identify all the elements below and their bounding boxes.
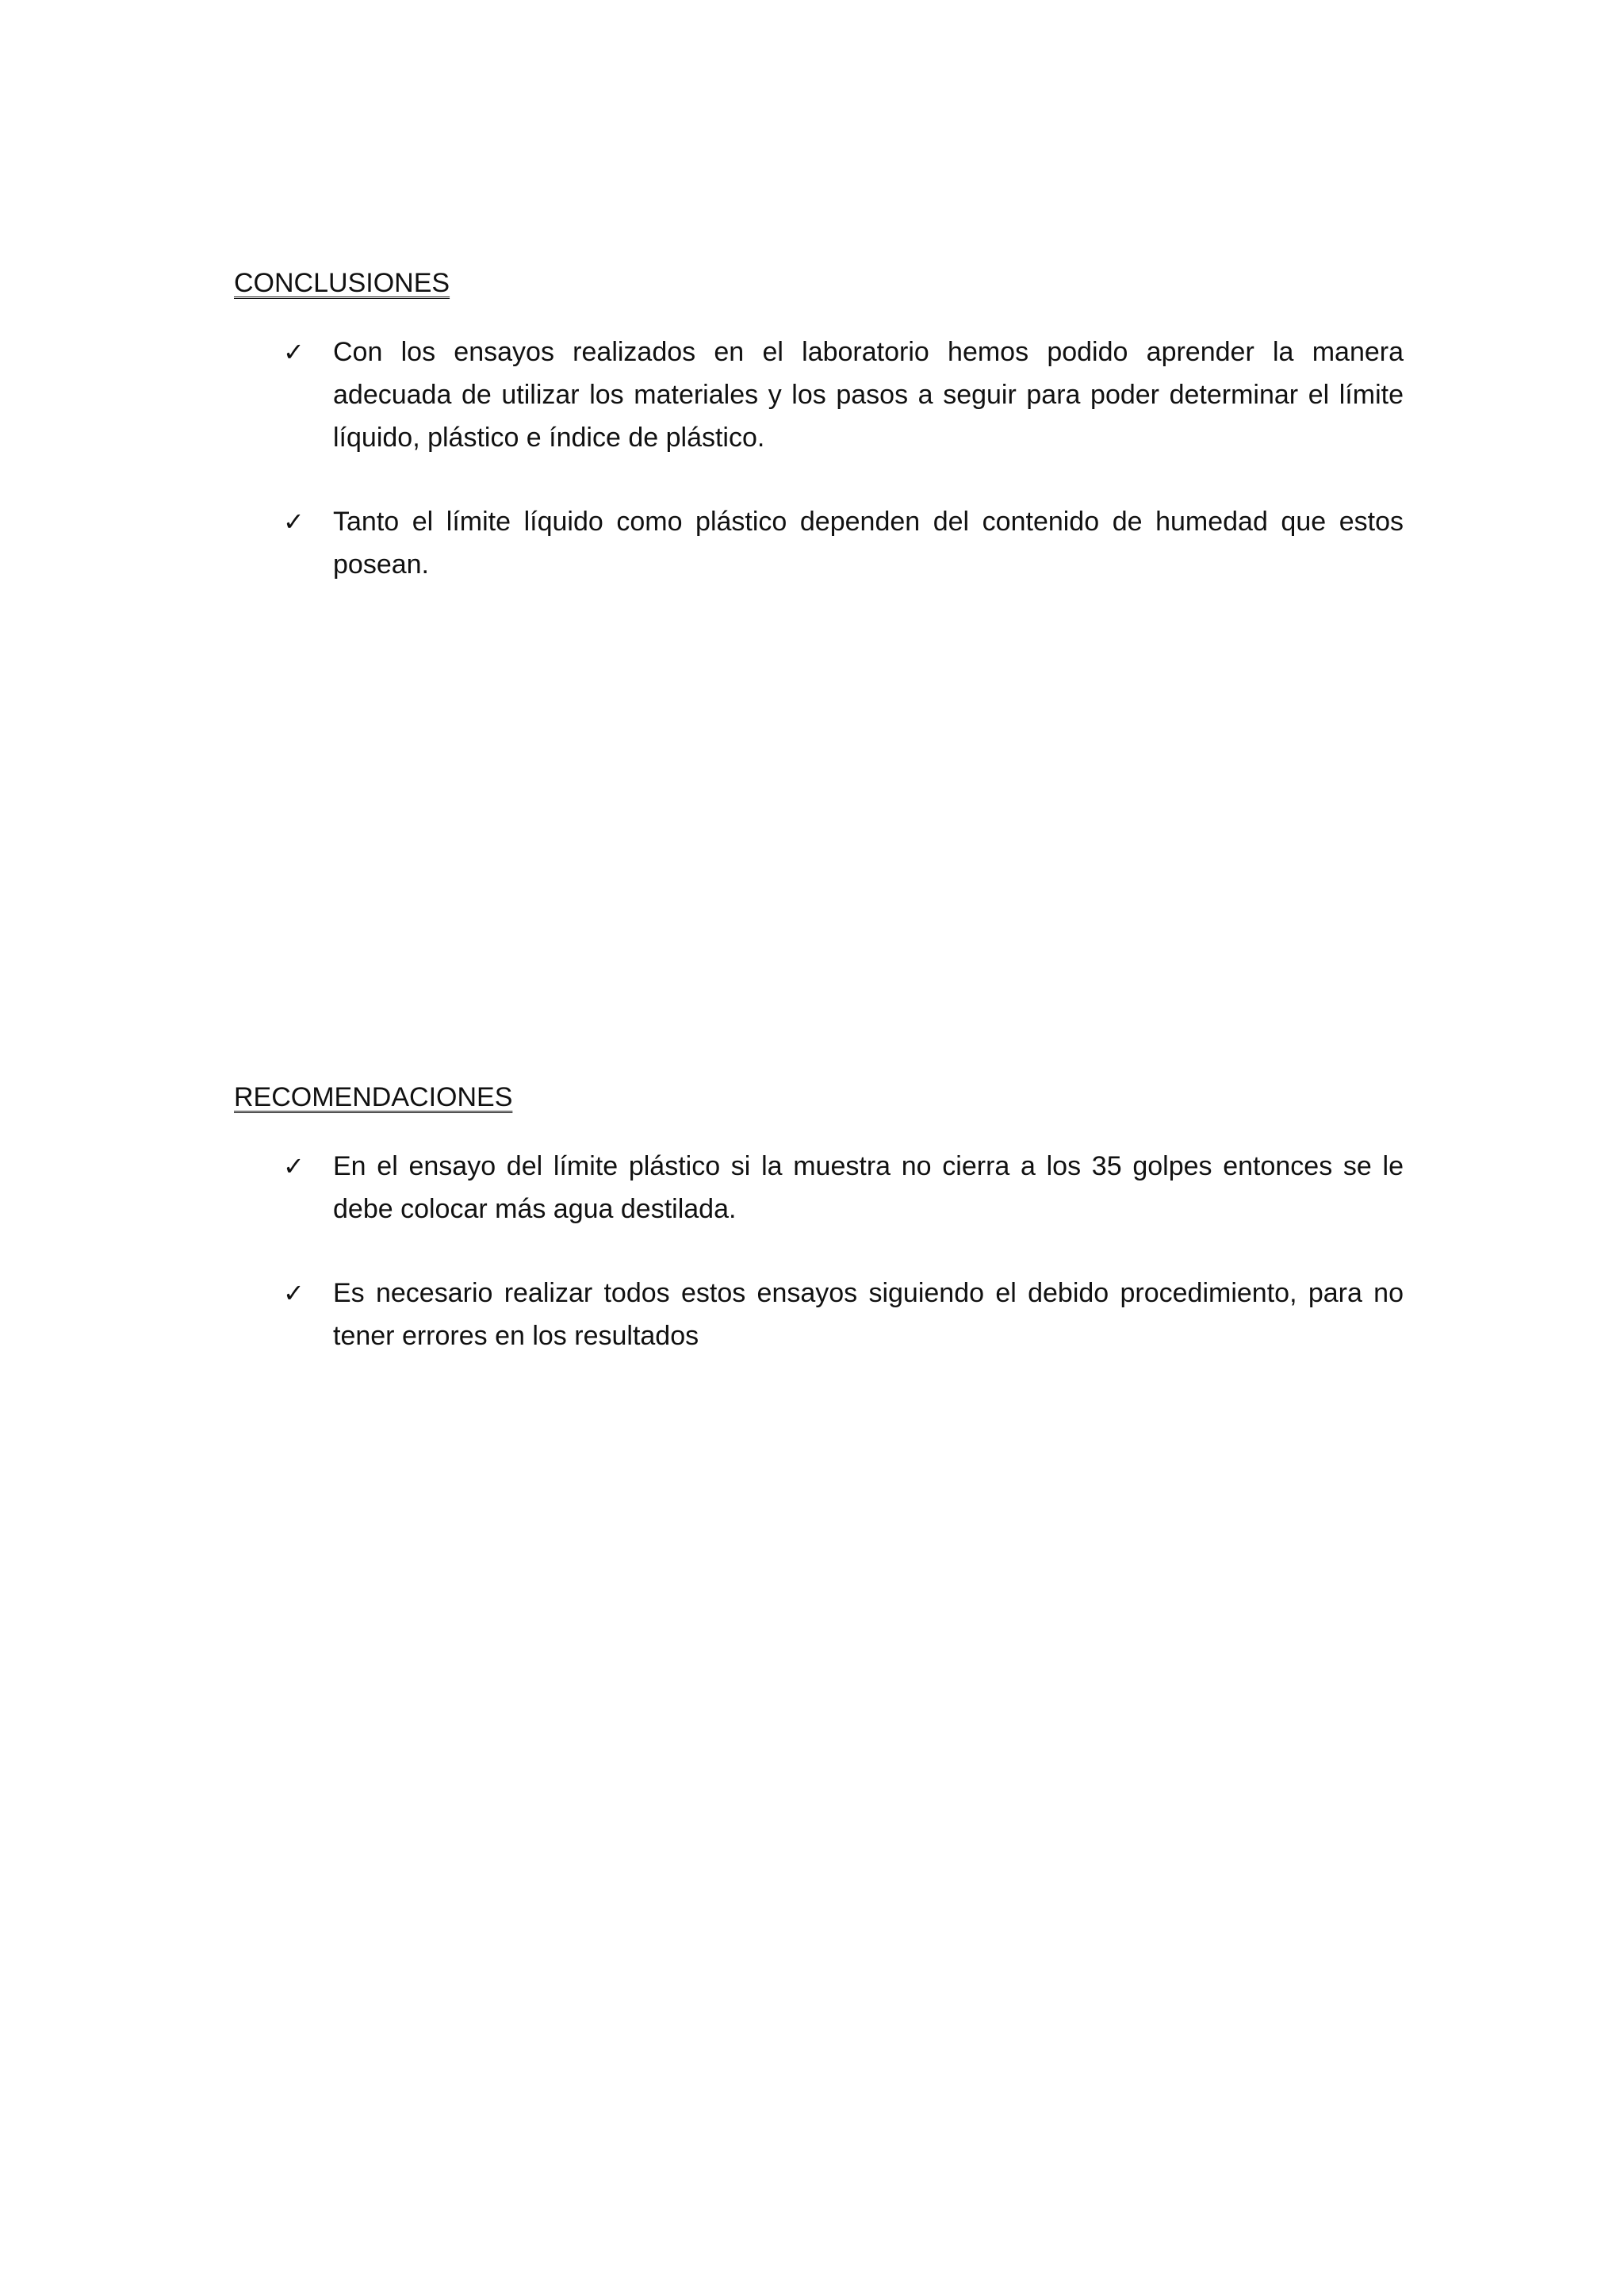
- list-item: [234, 1145, 1404, 1230]
- recomendaciones-heading: RECOMENDACIONES: [234, 1082, 513, 1112]
- list-item-text: Tanto el límite líquido como plástico dependen del contenido de humedad que estos posean.: [333, 507, 1404, 580]
- list-item-text: En el ensayo del límite plástico si la muestra no cierra a los 35 golpes entonces se le debe colocar más agua destilada.: [333, 1151, 1404, 1224]
- list-item-text: Es necesario realizar todos estos ensayos siguiendo el debido procedimiento, para no tener errores en los resultados: [333, 1278, 1404, 1351]
- recomendaciones-list: [234, 1145, 1404, 1357]
- conclusiones-section: [234, 266, 1404, 627]
- list-item: [234, 1272, 1404, 1357]
- conclusiones-heading: CONCLUSIONES: [234, 268, 450, 298]
- checkmark-icon: ✓: [283, 1151, 304, 1181]
- list-item: [234, 331, 1404, 459]
- list-item: [234, 500, 1404, 586]
- conclusiones-list: [234, 331, 1404, 586]
- checkmark-icon: ✓: [283, 507, 304, 537]
- list-item-text: Con los ensayos realizados en el laboratorio hemos podido aprender la manera adecuada de utilizar los materiales y los pasos a seguir para poder determinar el límite líquido, plástico e índice de plástico.: [333, 337, 1404, 453]
- checkmark-icon: ✓: [283, 1278, 304, 1308]
- recomendaciones-section: [234, 1080, 1404, 1399]
- checkmark-icon: ✓: [283, 337, 304, 367]
